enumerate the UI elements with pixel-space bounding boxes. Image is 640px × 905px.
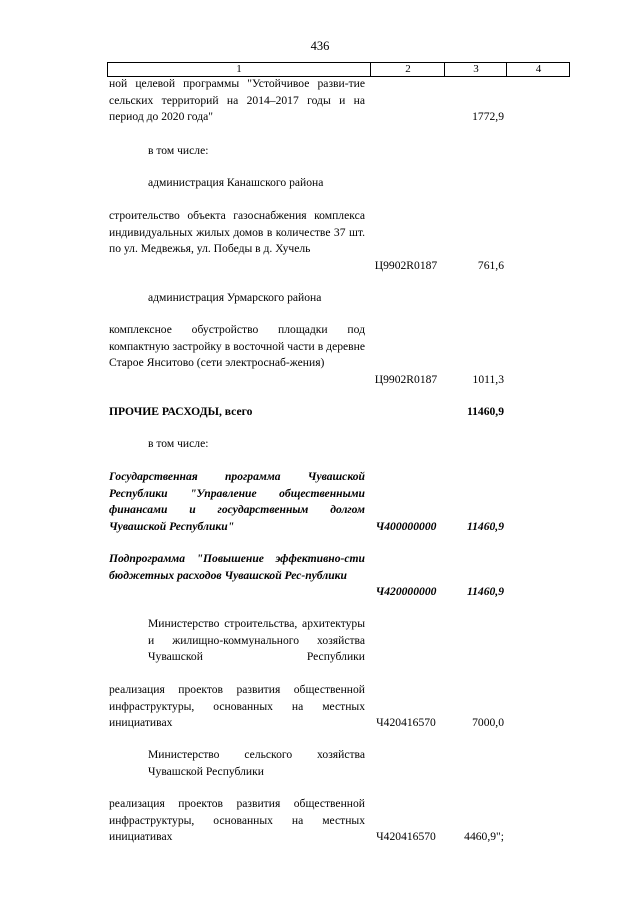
row-text-state-program: Государственная программа Чувашской Республики "Управление общественными финансами и государственным долгом Чувашской Республики"	[109, 470, 365, 533]
header-col-4: 4	[506, 63, 570, 76]
row-sum-site-development: 1011,3	[472, 373, 504, 386]
row-text-other-expenses: ПРОЧИЕ РАСХОДЫ, всего	[109, 405, 253, 418]
row-sum-state-program: 11460,9	[466, 520, 504, 533]
row-code-site-development: Ц9902R0187	[374, 373, 438, 386]
row-text-ministry-agriculture: Министерство сельского хозяйства Чувашской Республики	[148, 748, 365, 778]
row-sum-gas-supply: 761,6	[477, 259, 504, 272]
table-header	[107, 62, 570, 77]
header-col-3: 3	[444, 63, 507, 76]
header-col-2: 2	[370, 63, 445, 76]
row-text-urmary-admin: администрация Урмарского района	[148, 291, 322, 304]
row-sum-infrastructure-2: 4460,9";	[464, 830, 504, 843]
row-text-subprogram: Подпрограмма "Повышение эффективно-сти бюджетных расходов Чувашской Рес-публики	[109, 552, 365, 582]
row-code-subprogram: Ч420000000	[375, 585, 437, 598]
page-number: 436	[310, 39, 330, 53]
row-code-gas-supply: Ц9902R0187	[374, 259, 438, 272]
row-text-infrastructure-1: реализация проектов развития общественной инфраструктуры, основанных на местных инициативах	[109, 683, 365, 730]
row-text-kanash-admin: администрация Канашского района	[148, 176, 324, 189]
row-text-including-2: в том числе:	[148, 437, 209, 450]
row-code-infrastructure-1: Ч420416570	[376, 716, 436, 729]
row-sum-subprogram: 11460,9	[466, 585, 504, 598]
row-text-gas-supply: строительство объекта газоснабжения комплекса индивидуальных жилых домов в количестве 37 шт. по ул. Медвежья, ул. Победы в д. Хучель	[109, 209, 365, 256]
row-text-including-1: в том числе:	[148, 144, 209, 157]
row-code-infrastructure-2: Ч420416570	[376, 830, 436, 843]
row-sum-infrastructure-1: 7000,0	[472, 716, 504, 729]
row-text-ministry-construction: Министерство строительства, архитектуры и жилищно-коммунального хозяйства Чувашской Республики	[148, 617, 365, 664]
row-sum-program-cont: 1772,9	[472, 110, 504, 123]
row-sum-other-expenses: 11460,9	[466, 405, 504, 418]
row-text-site-development: комплексное обустройство площадки под компактную застройку в восточной части в деревне Старое Янситово (сети электроснаб-жения)	[109, 323, 365, 370]
row-code-state-program: Ч400000000	[375, 520, 437, 533]
row-text-program-cont: ной целевой программы "Устойчивое разви-тие сельских территорий на 2014–2017 годы и на период до 2020 года"	[109, 77, 365, 124]
row-text-infrastructure-2: реализация проектов развития общественной инфраструктуры, основанных на местных инициативах	[109, 797, 365, 844]
header-col-1: 1	[236, 63, 242, 75]
